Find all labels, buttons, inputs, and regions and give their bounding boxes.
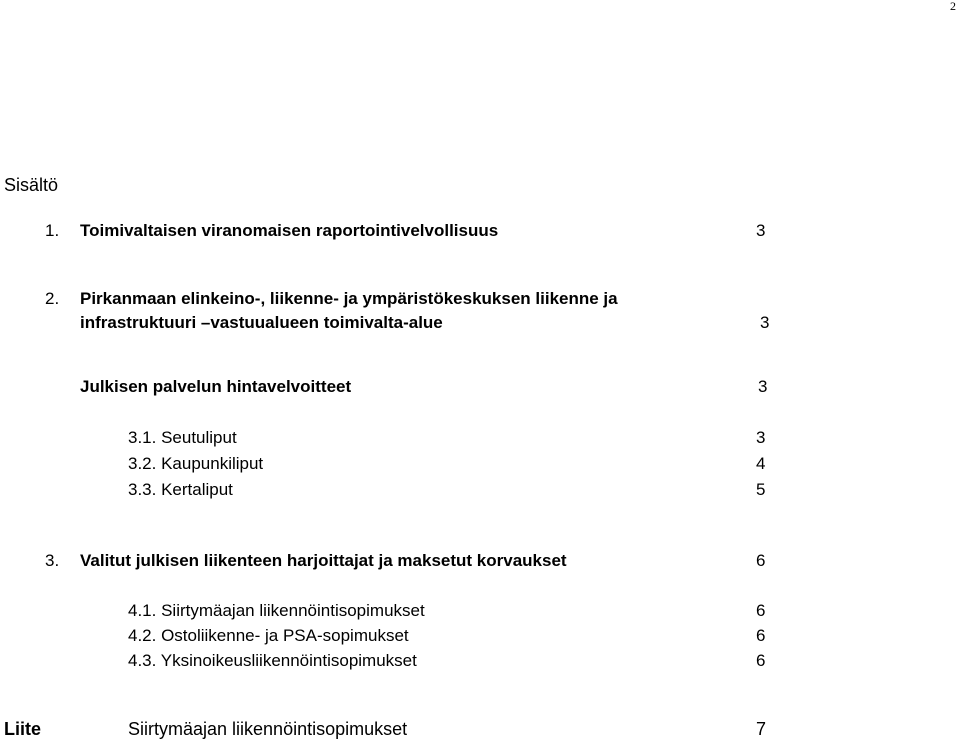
toc-subentry-3-2-label: 3.2. Kaupunkiliput xyxy=(128,454,264,473)
toc-subentry-3-3-page: 5 xyxy=(756,480,766,499)
toc-entry-3-page: 6 xyxy=(756,551,766,570)
toc-entry-1-title: Toimivaltaisen viranomaisen raportointivelvollisuus xyxy=(80,221,499,240)
toc-subentry-4-2-page: 6 xyxy=(756,626,766,645)
toc-subentry-3-1-page: 3 xyxy=(756,428,766,447)
toc-subentry-4-2-label: 4.2. Ostoliikenne- ja PSA-sopimukset xyxy=(128,626,409,645)
toc-entry-2-number: 2. xyxy=(45,289,60,308)
toc-entry-1-number: 1. xyxy=(45,221,60,240)
toc-subentry-4-1-label: 4.1. Siirtymäajan liikennöintisopimukset xyxy=(128,601,425,620)
toc-entry-2-title-line1: Pirkanmaan elinkeino-, liikenne- ja ympäristökeskuksen liikenne ja xyxy=(80,289,618,308)
appendix-label: Liite xyxy=(4,719,42,739)
toc-subentry-3-1-label: 3.1. Seutuliput xyxy=(128,428,237,447)
toc-entry-2-page: 3 xyxy=(760,313,770,332)
appendix-page: 7 xyxy=(756,719,767,739)
toc-subentry-3-2-page: 4 xyxy=(756,454,766,473)
toc-entry-2-title-line2: infrastruktuuri –vastuualueen toimivalta-alue xyxy=(80,313,443,332)
toc-entry-3-number: 3. xyxy=(45,551,60,570)
toc-entry-3-title: Valitut julkisen liikenteen harjoittajat ja maksetut korvaukset xyxy=(80,551,567,570)
page-number: 2 xyxy=(950,0,956,13)
toc-entry-hinta-title: Julkisen palvelun hintavelvoitteet xyxy=(80,377,352,396)
toc-heading: Sisältö xyxy=(4,175,59,195)
appendix-title: Siirtymäajan liikennöintisopimukset xyxy=(128,719,408,739)
toc-subentry-3-3-label: 3.3. Kertaliput xyxy=(128,480,233,499)
toc-entry-hinta-page: 3 xyxy=(758,377,768,396)
toc-subentry-4-3-page: 6 xyxy=(756,651,766,670)
toc-subentry-4-3-label: 4.3. Yksinoikeusliikennöintisopimukset xyxy=(128,651,417,670)
toc-entry-1-page: 3 xyxy=(756,221,766,240)
toc-subentry-4-1-page: 6 xyxy=(756,601,766,620)
